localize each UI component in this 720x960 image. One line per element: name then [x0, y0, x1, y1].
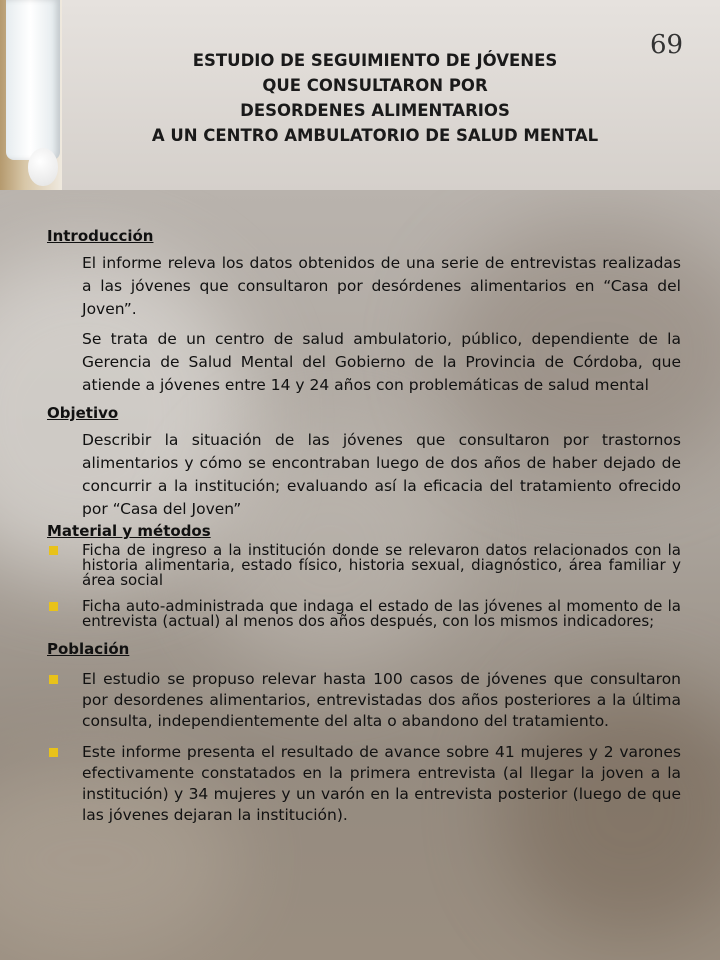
title-line: ESTUDIO DE SEGUIMIENTO DE JÓVENES: [192, 51, 558, 70]
glass-image: [6, 0, 60, 160]
square-bullet-icon: [49, 748, 58, 757]
list-item: [47, 543, 681, 588]
list-item: [47, 742, 681, 826]
bullet-text: Ficha de ingreso a la institución donde se relevaron datos relacionados con la historia alimentaria, estado físico, historia sexual, diagnóstico, área familiar y área social: [82, 541, 681, 589]
intro-paragraph: El informe releva los datos obtenidos de una serie de entrevistas realizadas a las jóvenes que consultaron por desórdenes alimentarios en “Casa del Joven”.: [82, 254, 681, 318]
section-title: Introducción: [47, 227, 154, 245]
page-number: 69: [650, 30, 684, 60]
square-bullet-icon: [49, 602, 58, 611]
section-title: Objetivo: [47, 404, 119, 422]
section-title: Material y métodos: [47, 522, 211, 540]
slide-body: [47, 226, 681, 826]
material-bullets: [47, 543, 681, 629]
objetivo-paragraph: Describir la situación de las jóvenes que consultaron por trastornos alimentarios y cómo se encontraban luego de dos años de haber dejado de concurrir a la institución; evaluando así la eficacia del tratamiento ofrecido por “Casa del Joven”: [82, 431, 681, 518]
title-line: DESORDENES ALIMENTARIOS: [240, 101, 510, 120]
slide-title: [80, 48, 670, 148]
square-bullet-icon: [49, 675, 58, 684]
square-bullet-icon: [49, 546, 58, 555]
section-title: Población: [47, 640, 130, 658]
bullet-text: Ficha auto-administrada que indaga el estado de las jóvenes al momento de la entrevista (actual) al menos dos años después, con los mismos indicadores;: [82, 597, 681, 630]
title-line: A UN CENTRO AMBULATORIO DE SALUD MENTAL: [151, 126, 599, 145]
slide-header: [0, 0, 720, 190]
intro-paragraph: Se trata de un centro de salud ambulatorio, público, dependiente de la Gerencia de Salud Mental del Gobierno de la Provincia de Córdoba, que atiende a jóvenes entre 14 y 24 años con problemáticas de salud mental: [82, 330, 681, 394]
section-objetivo: [47, 403, 681, 521]
title-line: QUE CONSULTARON POR: [262, 76, 488, 95]
egg-image: [28, 148, 58, 186]
bullet-text: El estudio se propuso relevar hasta 100 casos de jóvenes que consultaron por desordenes alimentarios, entrevistadas dos años posteriores a la última consulta, independientemente del alta o abandono del tratamiento.: [82, 670, 681, 730]
bullet-text: Este informe presenta el resultado de avance sobre 41 mujeres y 2 varones efectivamente constatados en la primera entrevista (al llegar la joven a la institución) y 34 mujeres y un varón en la entrevista posterior (luego de que las jóvenes dejaran la institución).: [82, 743, 681, 824]
section-material-metodos: [47, 521, 681, 629]
poblacion-bullets: [47, 669, 681, 826]
section-introduccion: [47, 226, 681, 397]
list-item: [47, 599, 681, 629]
section-poblacion: [47, 639, 681, 826]
milk-glass-photo: [0, 0, 62, 190]
list-item: [47, 669, 681, 732]
